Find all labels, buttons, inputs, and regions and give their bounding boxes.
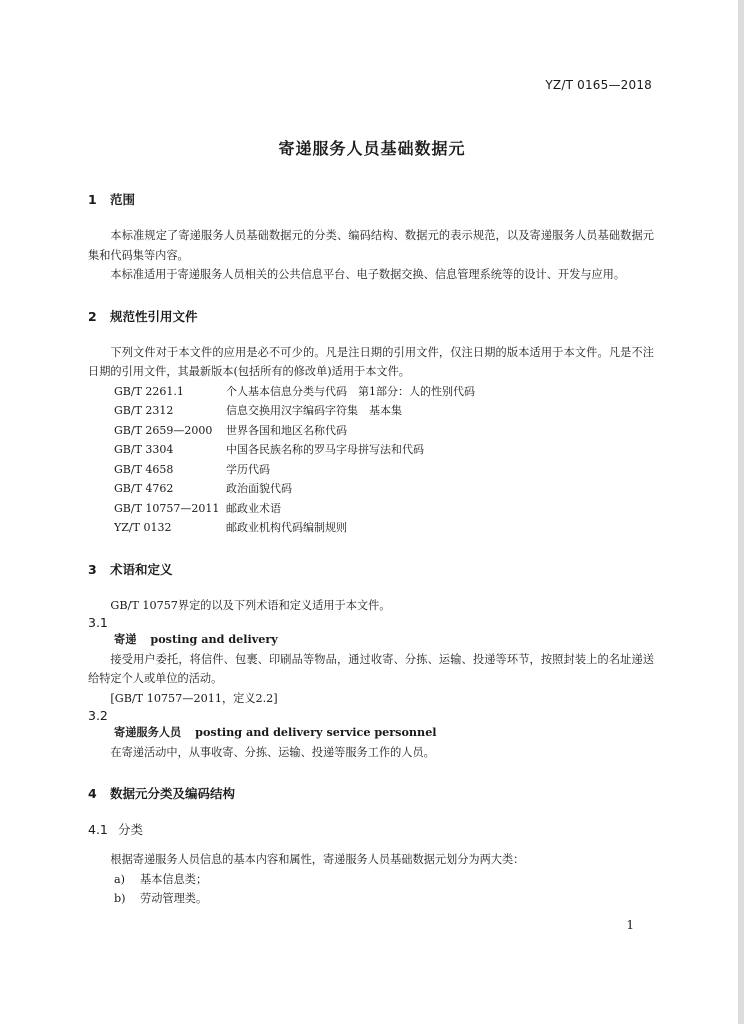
list-text: 劳动管理类。 — [140, 892, 208, 905]
term-zh: 寄递服务人员 — [114, 725, 182, 739]
term-definition: 接受用户委托，将信件、包裹、印刷品等物品，通过收寄、分拣、运输、投递等环节，按照封装上的名址递送给特定个人或单位的活动。 — [88, 652, 654, 685]
subsection-number: 4.1 — [88, 822, 108, 837]
paragraph: GB/T 10757界定的以及下列术语和定义适用于本文件。 — [110, 598, 391, 612]
term-3-2-number: 3.2 — [88, 708, 108, 723]
normative-references-list — [88, 382, 654, 538]
reference-code: GB/T 2312 — [114, 404, 174, 417]
standard-code: YZ/T 0165—2018 — [545, 78, 652, 92]
reference-row — [88, 460, 654, 480]
paragraph: 下列文件对于本文件的应用是必不可少的。凡是注日期的引用文件，仅注日期的版本适用于本文件。凡是不注日期的引用文件，其最新版本(包括所有的修改单)适用于本文件。 — [88, 345, 654, 378]
reference-name: 邮政业机构代码编制规则 — [226, 521, 347, 534]
reference-name: 政治面貌代码 — [226, 482, 292, 495]
reference-name: 学历代码 — [226, 462, 270, 476]
list-marker: b) — [114, 892, 126, 905]
reference-name: 信息交换用汉字编码字符集 基本集 — [226, 404, 402, 417]
reference-row — [88, 479, 654, 499]
section-3-heading — [88, 560, 654, 578]
reference-row — [88, 401, 654, 421]
reference-row — [88, 518, 654, 538]
term-zh: 寄递 — [114, 632, 137, 646]
reference-code: GB/T 4658 — [114, 462, 174, 476]
list-item — [88, 870, 654, 890]
reference-row — [88, 499, 654, 519]
paragraph: 本标准规定了寄递服务人员基础数据元的分类、编码结构、数据元的表示规范，以及寄递服务人员基础数据元集和代码集等内容。 — [88, 229, 654, 262]
reference-code: GB/T 3304 — [114, 443, 174, 456]
reference-name: 世界各国和地区名称代码 — [226, 423, 347, 437]
section-number: 4 — [88, 786, 97, 801]
section-1-heading — [88, 190, 654, 208]
paragraph: 根据寄递服务人员信息的基本内容和属性，寄递服务人员基础数据元划分为两大类： — [110, 853, 525, 866]
section-title: 术语和定义 — [110, 561, 173, 577]
section-4-heading — [88, 784, 654, 802]
reference-row — [88, 421, 654, 441]
reference-code: GB/T 10757—2011 — [114, 501, 220, 515]
paragraph: 本标准适用于寄递服务人员相关的公共信息平台、电子数据交换、信息管理系统等的设计、开发与应用。 — [110, 268, 626, 281]
term-definition: 在寄递活动中，从事收寄、分拣、运输、投递等服务工作的人员。 — [110, 745, 435, 759]
term-entry — [88, 630, 654, 650]
reference-row — [88, 382, 654, 402]
section-2-heading — [88, 307, 654, 325]
reference-name: 个人基本信息分类与代码 第1部分：人的性别代码 — [226, 384, 475, 398]
section-number: 1 — [88, 192, 97, 207]
reference-name: 中国各民族名称的罗马字母拼写法和代码 — [226, 443, 424, 456]
document-title: 寄递服务人员基础数据元 — [278, 139, 466, 158]
section-number: 2 — [88, 308, 97, 324]
section-title: 范围 — [110, 192, 136, 207]
reference-row — [88, 440, 654, 460]
page-number: 1 — [626, 918, 634, 932]
section-title: 数据元分类及编码结构 — [110, 786, 236, 801]
term-en: posting and delivery service personnel — [195, 725, 437, 739]
subsection-title: 分类 — [118, 822, 144, 837]
subsection-4-1-heading — [88, 820, 654, 838]
reference-code: GB/T 2261.1 — [114, 384, 184, 398]
term-entry — [88, 723, 654, 743]
term-en: posting and delivery — [150, 632, 278, 646]
section-title: 规范性引用文件 — [110, 308, 198, 324]
reference-name: 邮政业术语 — [226, 501, 281, 515]
reference-code: GB/T 4762 — [114, 482, 174, 495]
document-body — [88, 190, 654, 909]
list-marker: a) — [114, 872, 126, 886]
term-3-1-number: 3.1 — [88, 615, 108, 630]
section-number: 3 — [88, 561, 97, 577]
list-text: 基本信息类； — [140, 872, 208, 886]
term-source: [GB/T 10757—2011，定义2.2] — [110, 691, 278, 705]
reference-code: GB/T 2659—2000 — [114, 423, 213, 437]
list-item — [88, 889, 654, 909]
reference-code: YZ/T 0132 — [114, 521, 172, 534]
